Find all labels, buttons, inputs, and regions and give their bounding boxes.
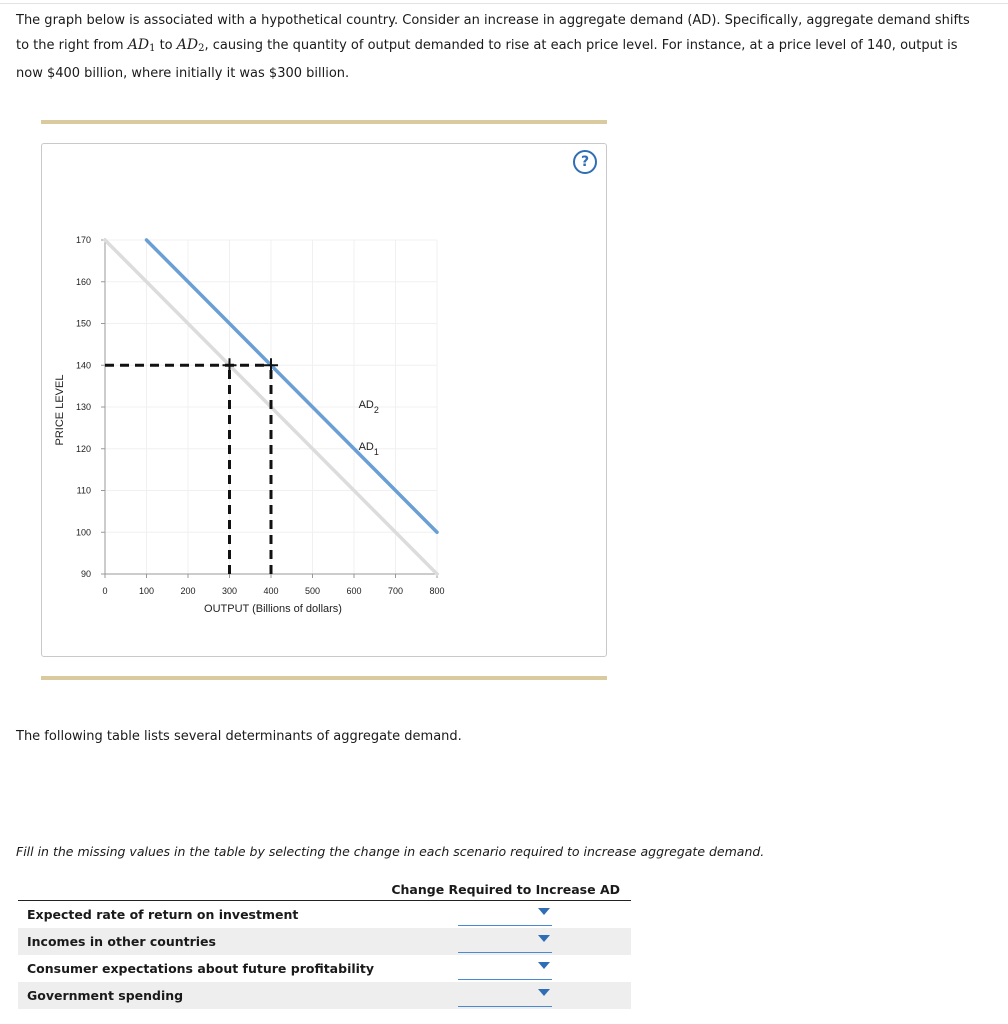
x-tick-label: 800 bbox=[429, 586, 445, 596]
y-tick-label: 170 bbox=[75, 235, 91, 245]
y-tick-label: 160 bbox=[75, 276, 91, 287]
x-tick-label: 200 bbox=[180, 586, 196, 596]
x-tick-label: 400 bbox=[263, 586, 279, 596]
chevron-down-icon bbox=[538, 935, 550, 942]
y-tick-label: 140 bbox=[75, 360, 91, 371]
table-header: Change Required to Increase AD bbox=[18, 880, 631, 901]
row-label: Expected rate of return on investment bbox=[27, 907, 299, 922]
series-label-ad2: $AD_2$ bbox=[358, 399, 379, 415]
x-tick-label: 700 bbox=[387, 586, 404, 596]
y-tick-label: 100 bbox=[75, 527, 91, 538]
change-dropdown[interactable] bbox=[458, 934, 552, 953]
chart-labels bbox=[54, 375, 379, 615]
intro-text-part-1: The graph below is associated with a hypothetical country. Consider an increase in aggregate demand (AD). Specifically, aggregate demand shifts to the right from bbox=[16, 13, 970, 53]
row-label: Government spending bbox=[27, 988, 184, 1003]
x-tick-label: 100 bbox=[138, 586, 155, 596]
row-label: Consumer expectations about future profitability bbox=[27, 961, 375, 976]
chevron-down-icon bbox=[538, 989, 550, 996]
table-row bbox=[18, 901, 631, 928]
change-dropdown[interactable] bbox=[458, 988, 552, 1007]
y-tick-label: 130 bbox=[75, 402, 91, 412]
change-dropdown[interactable] bbox=[458, 907, 552, 926]
chart-guides bbox=[105, 358, 278, 574]
x-axis-label: OUTPUT (Billions of dollars) bbox=[204, 603, 342, 615]
intro-to-word: to bbox=[155, 38, 177, 53]
chevron-down-icon bbox=[538, 962, 550, 969]
table-row bbox=[18, 928, 631, 955]
chart-ticks bbox=[76, 235, 445, 596]
instruction-text: Fill in the missing values in the table by selecting the change in each scenario required to increase aggregate demand. bbox=[16, 844, 765, 859]
x-tick-label: 300 bbox=[221, 586, 238, 596]
ad1-math-base: AD bbox=[127, 37, 150, 53]
x-tick-label: 500 bbox=[304, 586, 321, 596]
y-tick-label: 120 bbox=[75, 443, 91, 454]
ad2-math-base: AD bbox=[176, 37, 199, 53]
series-label-ad1: $AD_1$ bbox=[358, 440, 379, 457]
determinants-table bbox=[18, 880, 631, 1009]
table-row bbox=[18, 982, 631, 1009]
row-label: Incomes in other countries bbox=[27, 934, 216, 949]
chevron-down-icon bbox=[538, 908, 550, 915]
ad2-math-sub: 2 bbox=[198, 43, 205, 54]
y-tick-label: 90 bbox=[80, 569, 91, 579]
intro-text-part-2: , causing the quantity of output demanded to rise at each price level. For instance, at a price level of 140, output is now $400 billion, where initially it was $300 billion. bbox=[16, 38, 958, 81]
x-tick-label: 600 bbox=[346, 586, 362, 596]
ad1-math-sub: 1 bbox=[149, 43, 156, 54]
y-tick-label: 150 bbox=[75, 318, 91, 329]
table-row bbox=[18, 955, 631, 982]
series-line-ad2 bbox=[147, 240, 438, 532]
x-tick-label: 0 bbox=[102, 586, 108, 596]
table-intro-paragraph: The following table lists several determinants of aggregate demand. bbox=[16, 729, 462, 744]
y-axis-label: PRICE LEVEL bbox=[54, 374, 66, 446]
help-icon[interactable]: ? bbox=[573, 150, 597, 174]
y-tick-label: 110 bbox=[76, 485, 91, 496]
change-dropdown[interactable] bbox=[458, 961, 552, 980]
